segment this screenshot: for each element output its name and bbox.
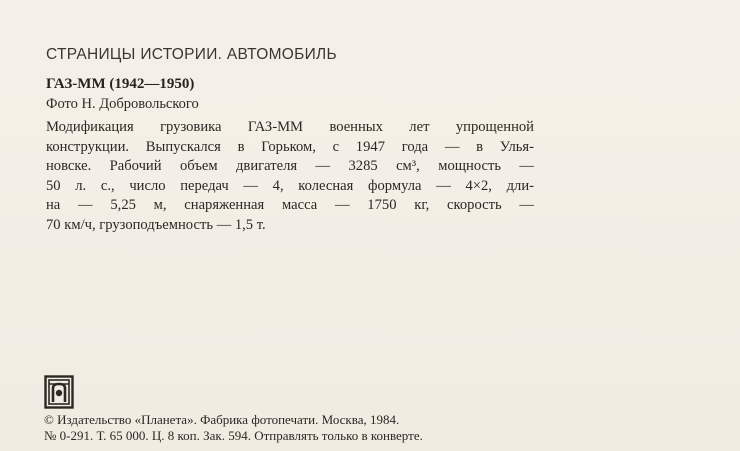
imprint-line: № 0-291. Т. 65 000. Ц. 8 коп. Зак. 594. Отправлять только в конверте.: [44, 427, 423, 443]
description-line: Модификация грузовика ГАЗ-ММ военных лет упрощенной: [46, 119, 534, 135]
vehicle-title: ГАЗ-ММ (1942—1950): [46, 76, 195, 92]
description-line: 70 км/ч, грузоподъемность — 1,5 т.: [46, 216, 266, 233]
publisher-imprint: [44, 412, 423, 443]
series-title: СТРАНИЦЫ ИСТОРИИ. АВТОМОБИЛЬ: [46, 46, 337, 63]
imprint-line: © Издательство «Планета». Фабрика фотопечати. Москва, 1984.: [44, 412, 400, 427]
description-line: на — 5,25 м, снаряженная масса — 1750 кг, скорость —: [46, 197, 534, 214]
description-line: конструкции. Выпускался в Горьком, с 1947 года — в Улья-: [46, 138, 534, 155]
description-line: 50 л. с., число передач — 4, колесная формула — 4×2, дли-: [46, 177, 534, 194]
description-line: новске. Рабочий объем двигателя — 3285 см³, мощность —: [46, 158, 534, 175]
planeta-publisher-logo-icon: [44, 375, 74, 409]
vehicle-description: [46, 118, 534, 236]
photo-credit: Фото Н. Добровольского: [46, 96, 199, 112]
